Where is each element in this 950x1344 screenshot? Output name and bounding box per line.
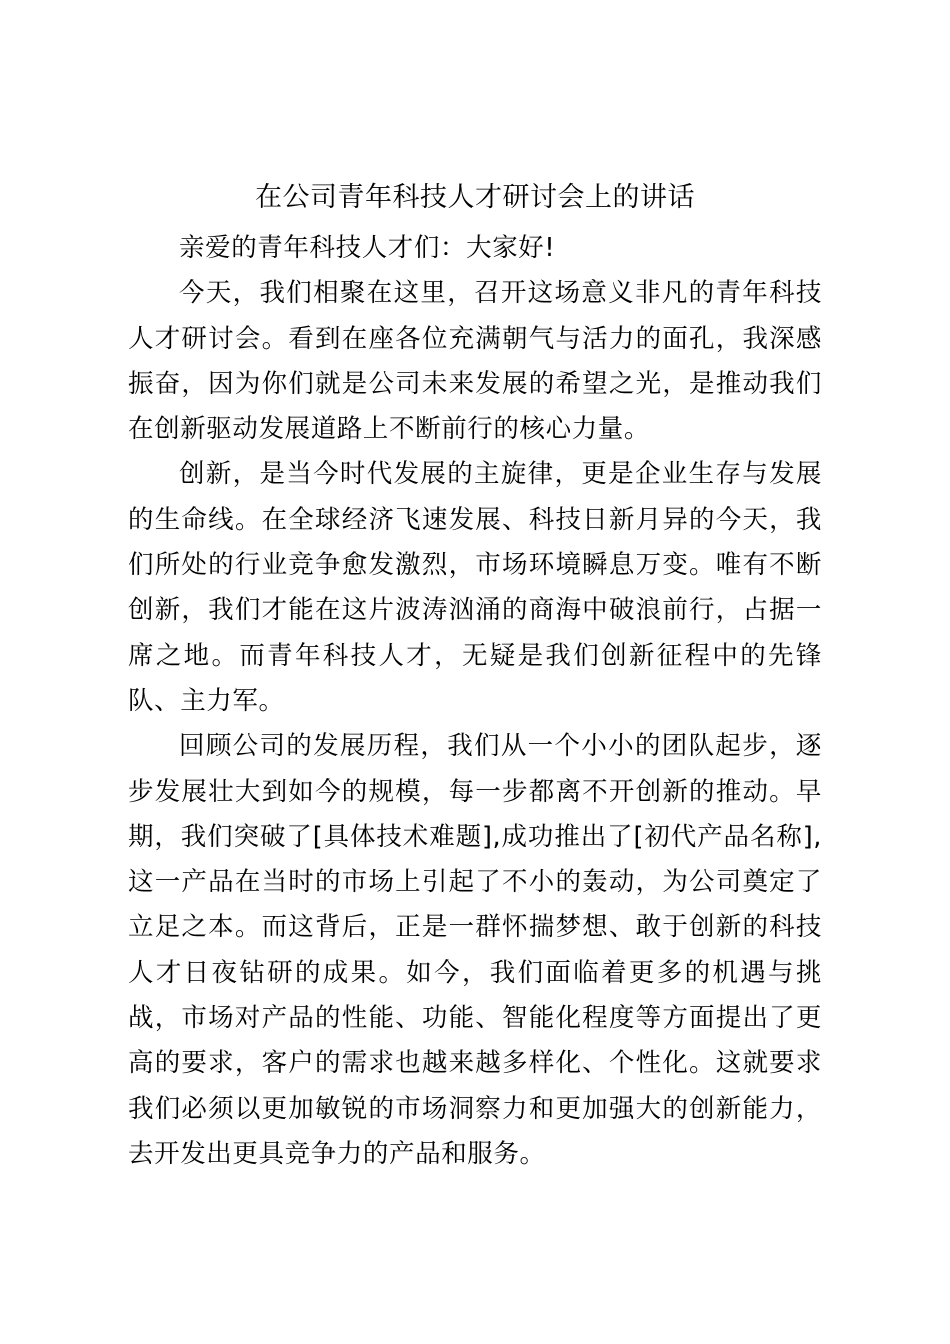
document-body xyxy=(128,226,822,1177)
paragraph-3: 回顾公司的发展历程，我们从一个小小的团队起步，逐步发展壮大到如今的规模，每一步都离不开创新的推动。早期，我们突破了[具体技术难题],成功推出了[初代产品名称],这一产品在当时的市场上引起了不小的轰动，为公司奠定了立足之本。而这背后，正是一群怀揣梦想、敢于创新的科技人才日夜钻研的成果。如今，我们面临着更多的机遇与挑战，市场对产品的性能、功能、智能化程度等方面提出了更高的要求，客户的需求也越来越多样化、个性化。这就要求我们必须以更加敏锐的市场洞察力和更加强大的创新能力，去开发出更具竞争力的产品和服务。 xyxy=(128,731,822,1169)
document-title: 在公司青年科技人才研讨会上的讲话 xyxy=(255,182,695,213)
paragraph-1: 今天，我们相聚在这里，召开这场意义非凡的青年科技人才研讨会。看到在座各位充满朝气与活力的面孔，我深感振奋，因为你们就是公司未来发展的希望之光，是推动我们在创新驱动发展道路上不断前行的核心力量。 xyxy=(128,278,822,445)
paragraph-2: 创新，是当今时代发展的主旋律，更是企业生存与发展的生命线。在全球经济飞速发展、科技日新月异的今天，我们所处的行业竞争愈发激烈，市场环境瞬息万变。唯有不断创新，我们才能在这片波涛汹涌的商海中破浪前行，占据一席之地。而青年科技人才，无疑是我们创新征程中的先锋队、主力军。 xyxy=(128,459,822,716)
greeting: 亲爱的青年科技人才们：大家好! xyxy=(179,233,556,263)
